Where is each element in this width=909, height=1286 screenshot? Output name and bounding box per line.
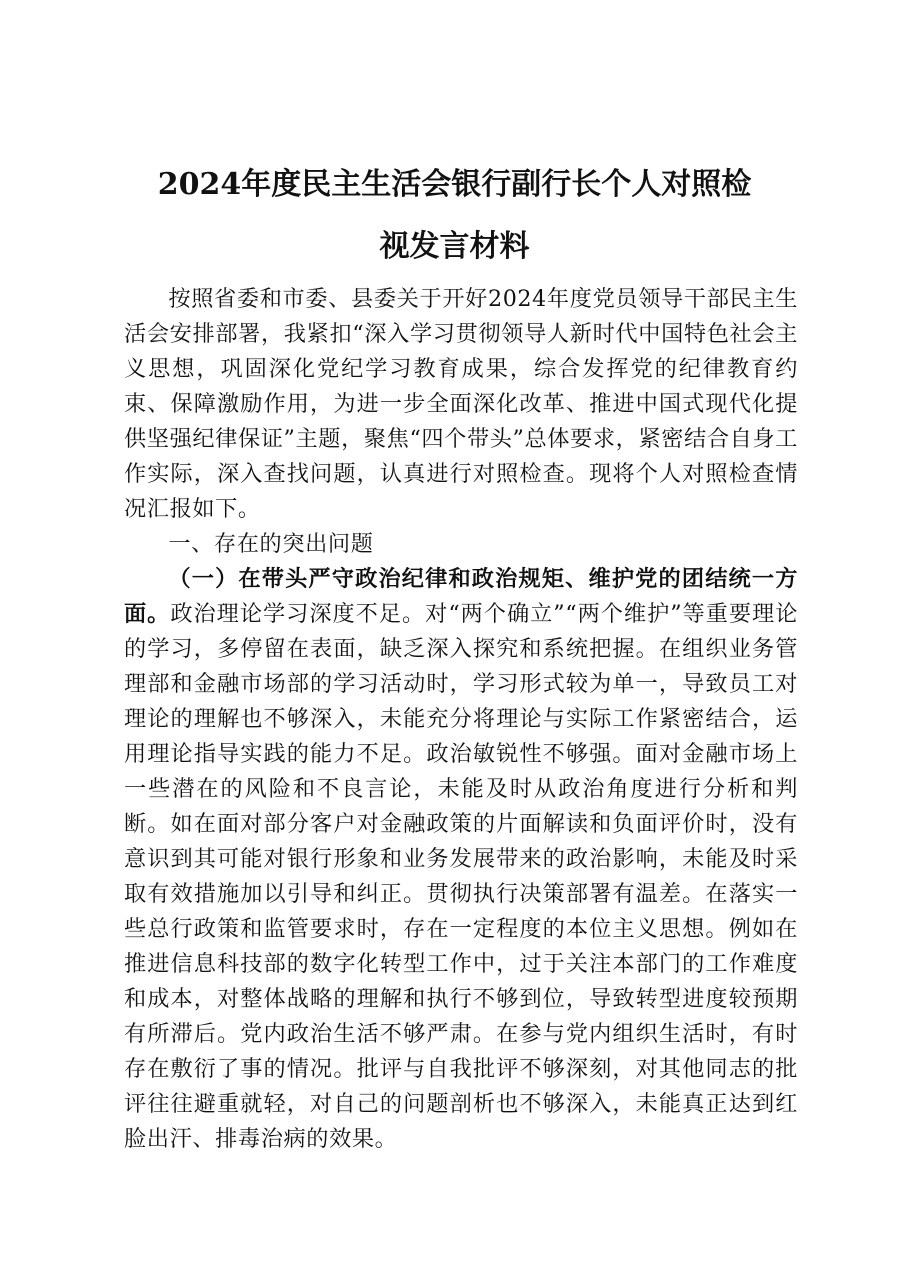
document-title-line-2: 视发言材料 (379, 229, 530, 264)
subsection-title: （一）在带头严守政治纪律和政治规矩、维护党的团结统一方面。 (124, 566, 798, 627)
document-title-line-1: 2024年度民主生活会银行副行长个人对照检 (157, 167, 752, 202)
subsection-body: 政治理论学习深度不足。对“两个确立”“两个维护”等重要理论的学习，多停留在表面，缺乏深入探究和系统把握。在组织业务管理部和金融市场部的学习活动时，学习形式较为单一，导致员工对理论的理解也不够深入，未能充分将理论与实际工作紧密结合，运用理论指导实践的能力不足。政治敏锐性不够强。面对金融市场上一些潜在的风险和不良言论，未能及时从政治角度进行分析和判断。如在面对部分客户对金融政策的片面解读和负面评价时，没有意识到其可能对银行形象和业务发展带来的政治影响，未能及时采取有效措施加以引导和纠正。贯彻执行决策部署有温差。在落实一些总行政策和监管要求时，存在一定程度的本位主义思想。例如在推进信息科技部的数字化转型工作中，过于关注本部门的工作难度和成本，对整体战略的理解和执行不够到位，导致转型进度较预期有所滞后。党内政治生活不够严肃。在参与党内组织生活时，有时存在敷衍了事的情况。批评与自我批评不够深刻，对其他同志的批评往往避重就轻，对自己的问题剖析也不够深入，未能真正达到红脸出汗、排毒治病的效果。 (124, 601, 798, 1152)
document-body (124, 282, 798, 1157)
section-heading: 一、存在的突出问题 (168, 531, 374, 557)
subsection-paragraph (124, 562, 798, 1157)
intro-paragraph: 按照省委和市委、县委关于开好2024年度党员领导干部民主生活会安排部署，我紧扣“深入学习贯彻领导人新时代中国特色社会主义思想，巩固深化党纪学习教育成果，综合发挥党的纪律教育约束、保障激励作用，为进一步全面深化改革、推进中国式现代化提供坚强纪律保证”主题，聚焦“四个带头”总体要求，紧密结合自身工作实际，深入查找问题，认真进行对照检查。现将个人对照检查情况汇报如下。 (124, 286, 798, 522)
